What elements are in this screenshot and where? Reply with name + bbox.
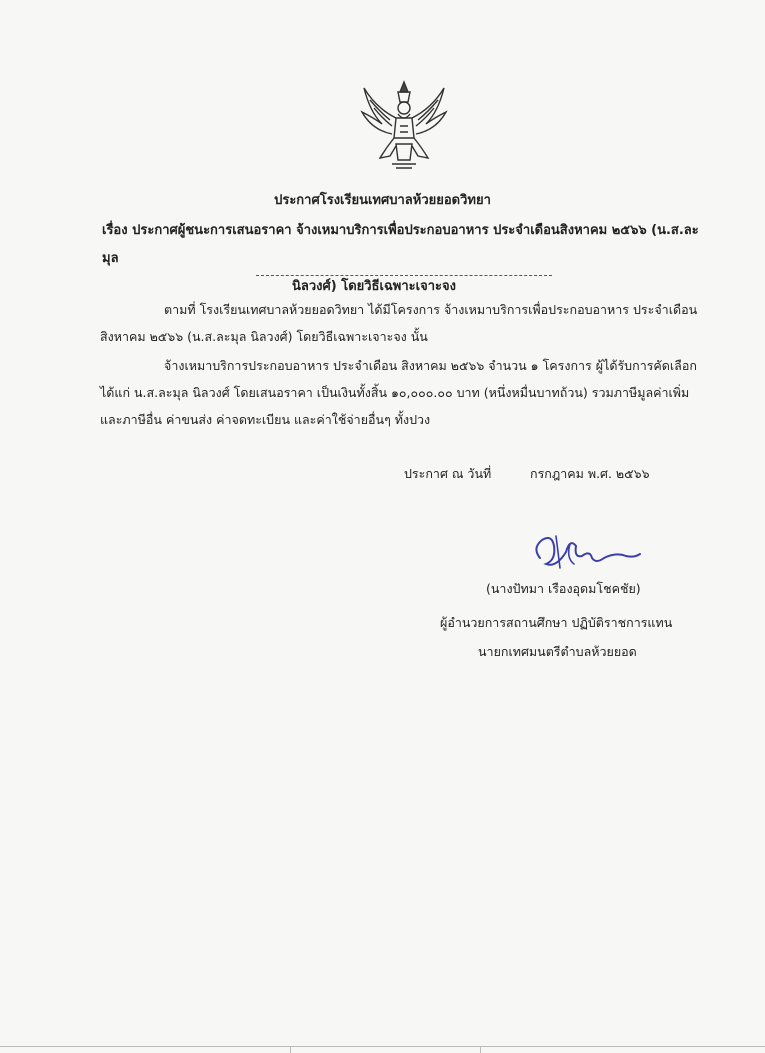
handwritten-signature <box>526 528 646 576</box>
signer-name: (นางปัทมา เรืองอุดมโชคชัย) <box>486 581 641 596</box>
garuda-emblem-icon <box>356 78 452 174</box>
signer-position-2: นายกเทศมนตรีตำบลห้วยยอด <box>478 644 637 659</box>
body-paragraph-1: ตามที่ โรงเรียนเทศบาลห้วยยอดวิทยา ได้มีโครงการ จ้างเหมาบริการเพื่อประกอบอาหาร ประจำเดือน สิงหาคม ๒๕๖๖ (น.ส.ละมุล นิลวงศ์) โดยวิธีเฉพาะเจาะจง นั้น <box>100 302 698 344</box>
dateline-date: กรกฎาคม พ.ศ. ๒๕๖๖ <box>530 466 650 481</box>
bottom-tick <box>480 1046 481 1053</box>
subject-line-1: เรื่อง ประกาศผู้ชนะการเสนอราคา จ้างเหมาบริการเพื่อประกอบอาหาร ประจำเดือนสิงหาคม ๒๕๖๖ (น.ส.ละมุล <box>102 223 699 266</box>
signer-position: ผู้อำนวยการสถานศึกษา ปฏิบัติราชการแทน <box>440 615 673 630</box>
document-subject <box>102 217 702 301</box>
bottom-tick <box>290 1046 291 1053</box>
dateline-label: ประกาศ ณ วันที่ <box>404 466 492 481</box>
body-paragraph-2: จ้างเหมาบริการประกอบอาหาร ประจำเดือน สิงหาคม ๒๕๖๖ จำนวน ๑ โครงการ ผู้ได้รับการคัดเลือก ได้แก่ น.ส.ละมุล นิลวงศ์ โดยเสนอราคา เป็นเงินทั้งสิ้น ๑๐,๐๐๐.๐๐ บาท (หนึ่งหมื่นบาทถ้วน) รวมภาษีมูลค่าเพิ่ม และภาษีอื่น ค่าขนส่ง ค่าจดทะเบียน และค่าใช้จ่ายอื่นๆ ทั้งปวง <box>100 358 697 427</box>
document-title: ประกาศโรงเรียนเทศบาลห้วยยอดวิทยา <box>274 193 491 208</box>
subject-line-2: นิลวงศ์) โดยวิธีเฉพาะเจาะจง <box>292 279 456 294</box>
page-bottom-border <box>0 1046 765 1047</box>
divider-line <box>256 275 552 276</box>
